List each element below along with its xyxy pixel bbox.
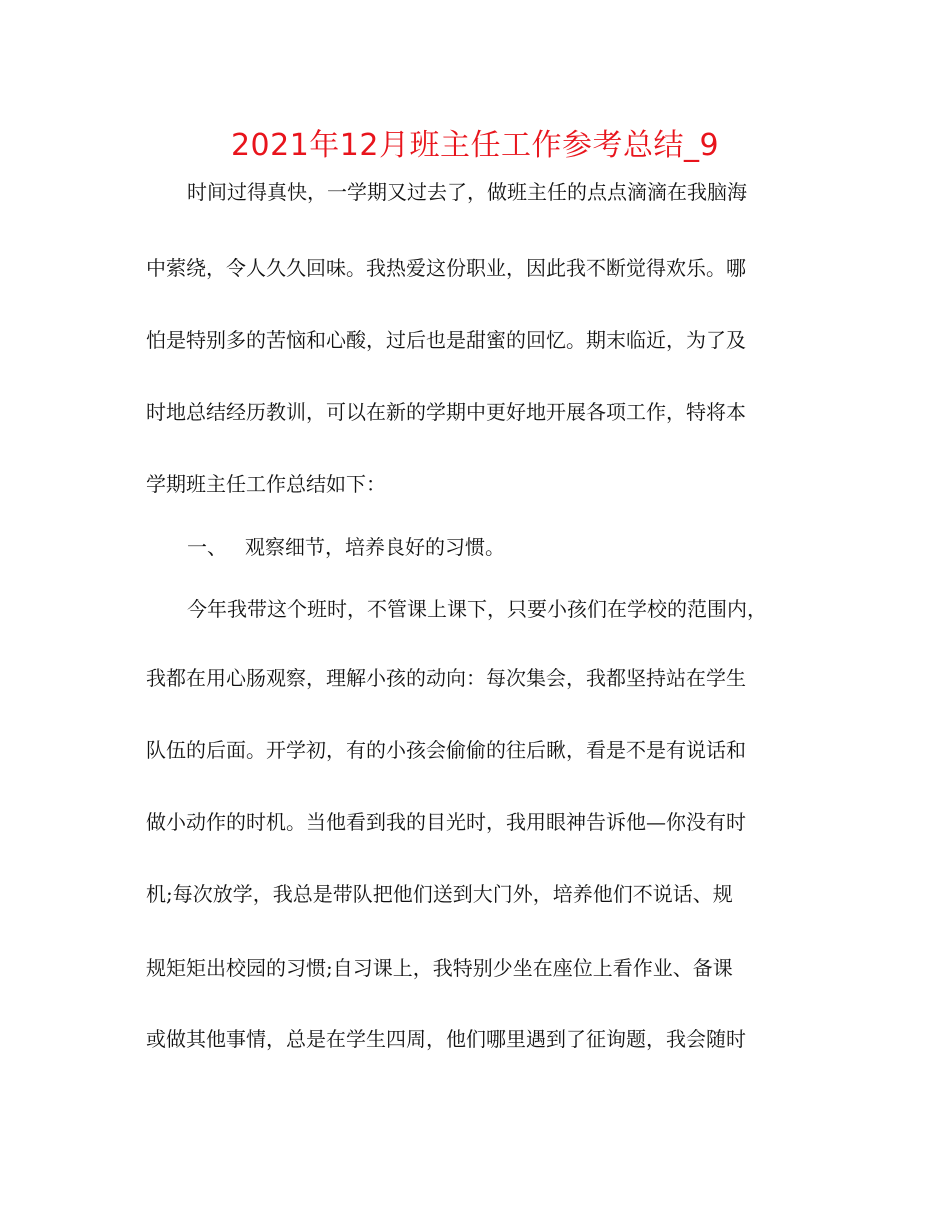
paragraph-line: 中萦绕，令人久久回味。我热爱这份职业，因此我不断觉得欢乐。哪 — [146, 256, 746, 280]
section-heading-text: 观察细节，培养良好的习惯。 — [245, 535, 505, 559]
paragraph-line: 时间过得真快，一学期又过去了，做班主任的点点滴滴在我脑海 — [187, 180, 747, 204]
paragraph-line: 或做其他事情，总是在学生四周，他们哪里遇到了征询题，我会随时 — [146, 1027, 746, 1051]
paragraph-line: 规矩矩出校园的习惯;自习课上，我特别少坐在座位上看作业、备课 — [146, 956, 733, 980]
paragraph-line: 学期班主任工作总结如下： — [146, 472, 386, 496]
paragraph-line: 我都在用心肠观察，理解小孩的动向：每次集会，我都坚持站在学生 — [146, 666, 746, 690]
document-title: 2021年12月班主任工作参考总结_9 — [230, 128, 720, 163]
paragraph-line: 机;每次放学，我总是带队把他们送到大门外，培养他们不说话、规 — [146, 882, 733, 906]
section-heading — [187, 533, 847, 561]
paragraph-line: 今年我带这个班时，不管课上课下，只要小孩们在学校的范围内， — [187, 597, 767, 621]
paragraph-line: 做小动作的时机。当他看到我的目光时，我用眼神告诉他—你没有时 — [146, 810, 746, 834]
section-number: 一、 — [187, 535, 227, 559]
paragraph-line: 时地总结经历教训，可以在新的学期中更好地开展各项工作，特将本 — [146, 400, 746, 424]
paragraph-line: 队伍的后面。开学初，有的小孩会偷偷的往后瞅，看是不是有说话和 — [146, 738, 746, 762]
paragraph-line: 怕是特别多的苦恼和心酸，过后也是甜蜜的回忆。期末临近，为了及 — [146, 328, 746, 352]
